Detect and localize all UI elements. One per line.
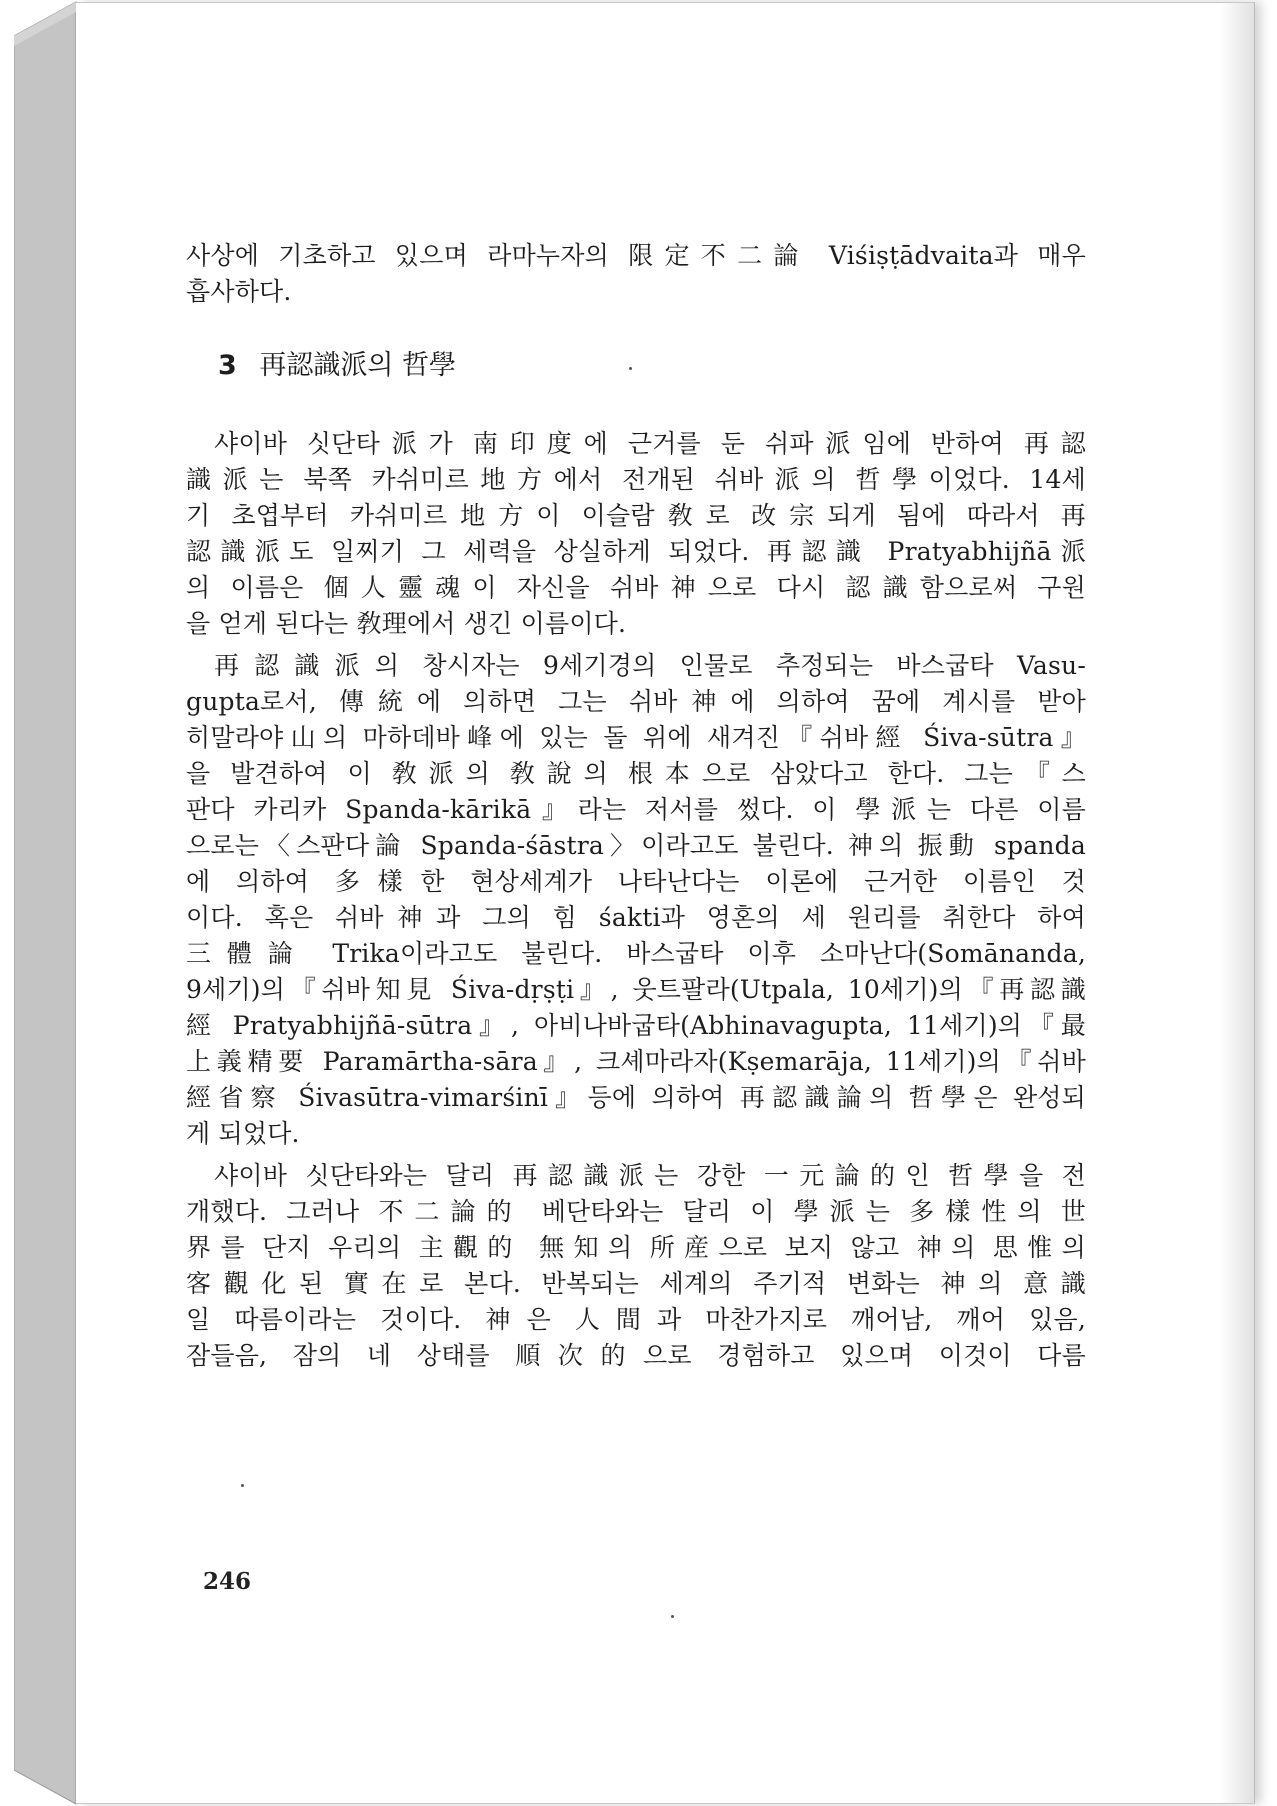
text-line: 흡사하다.: [186, 277, 292, 306]
text-line: 三體論 Trika이라고도 불린다. 바스굽타 이후 소마난다(Somānanda,: [186, 939, 1086, 968]
text-line: 판다 카리카 Spanda-kārikā』라는 저서를 썼다. 이 學派는 다른 이름: [186, 795, 1086, 824]
text-line: 認識派도 일찌기 그 세력을 상실하게 되었다. 再認識 Pratyabhijñā派: [186, 537, 1086, 566]
section-title: 再認識派의 哲學: [259, 350, 457, 381]
text-line: 을 얻게 된다는 敎理에서 생긴 이름이다.: [186, 609, 627, 638]
text-line: 샤이바 싯단타派가 南印度에 근거를 둔 쉬파派임에 반하여 再認: [214, 429, 1086, 458]
text-line: 客觀化된 實在로 본다. 반복되는 세계의 주기적 변화는 神의 意識: [186, 1269, 1086, 1298]
page-number: 246: [203, 1568, 252, 1595]
intro-paragraph: [186, 238, 1086, 310]
text-line: 개했다. 그러나 不二論的 베단타와는 달리 이 學派는 多樣性의 世: [186, 1197, 1086, 1226]
text-line: 을 발견하여 이 敎派의 敎說의 根本으로 삼았다고 한다. 그는『스: [186, 759, 1086, 788]
text-line: 識派는 북쪽 카쉬미르地方에서 전개된 쉬바派의 哲學이었다. 14세: [186, 465, 1086, 494]
scan-speck: [671, 1615, 674, 1618]
text-line: gupta로서, 傳統에 의하면 그는 쉬바神에 의하여 꿈에 계시를 받아: [186, 687, 1086, 716]
text-line: 히말라야山의 마하데바峰에 있는 돌 위에 새겨진『쉬바經 Śiva-sūtra』: [186, 723, 1086, 752]
page-edge-shadow: [1220, 3, 1254, 1803]
text-line: 의 이름은 個人靈魂이 자신을 쉬바神으로 다시 認識함으로써 구원: [186, 573, 1086, 602]
text-line: 잠들음, 잠의 네 상태를 順次的으로 경험하고 있으며 이것이 다름: [186, 1341, 1086, 1370]
section-number: 3: [218, 350, 237, 381]
text-line: 샤이바 싯단타와는 달리 再認識派는 강한 一元論的인 哲學을 전: [214, 1161, 1086, 1190]
text-line: 經 Pratyabhijñā-sūtra』, 아비나바굽타(Abhinavagupta, 11세기)의『最: [186, 1011, 1086, 1040]
text-line: 일 따름이라는 것이다. 神은 人間과 마찬가지로 깨어남, 깨어 있음,: [186, 1305, 1086, 1334]
paragraph-1: [186, 426, 1086, 642]
text-line: 再認識派의 창시자는 9세기경의 인물로 추정되는 바스굽타 Vasu-: [214, 651, 1086, 680]
paragraph-3: [186, 1158, 1086, 1374]
text-line: 이다. 혹은 쉬바神과 그의 힘 śakti과 영혼의 세 원리를 취한다 하여: [186, 903, 1086, 932]
text-line: 經省察 Śivasūtra-vimarśinī』등에 의하여 再認識論의 哲學은 완성되: [186, 1083, 1086, 1112]
paragraph-2: [186, 648, 1086, 1152]
page-body: [186, 238, 1086, 1374]
text-line: 上義精要 Paramārtha-sāra』, 크셰마라자(Kṣemarāja, 11세기)의『쉬바: [186, 1047, 1086, 1076]
text-line: 기 초엽부터 카쉬미르地方이 이슬람敎로 改宗되게 됨에 따라서 再: [186, 501, 1086, 530]
book-spine: [14, 0, 78, 1806]
scan-speck: [241, 1484, 244, 1487]
text-line: 에 의하여 多樣한 현상세계가 나타난다는 이론에 근거한 이름인 것: [186, 867, 1086, 896]
text-line: 으로는〈스판다論 Spanda-śāstra〉이라고도 불린다. 神의 振動 spanda: [186, 831, 1086, 860]
text-line: 9세기)의『쉬바知見 Śiva-dṛṣṭi』, 웃트팔라(Utpala, 10세기)의『再認識: [186, 975, 1086, 1004]
section-heading: [218, 346, 1086, 386]
text-line: 사상에 기초하고 있으며 라마누자의 限定不二論 Viśiṣṭādvaita과 매우: [186, 241, 1086, 270]
text-line: 界를 단지 우리의 主觀的 無知의 所産으로 보지 않고 神의 思惟의: [186, 1233, 1086, 1262]
text-line: 게 되었다.: [186, 1119, 300, 1148]
scan-speck: [629, 367, 632, 370]
